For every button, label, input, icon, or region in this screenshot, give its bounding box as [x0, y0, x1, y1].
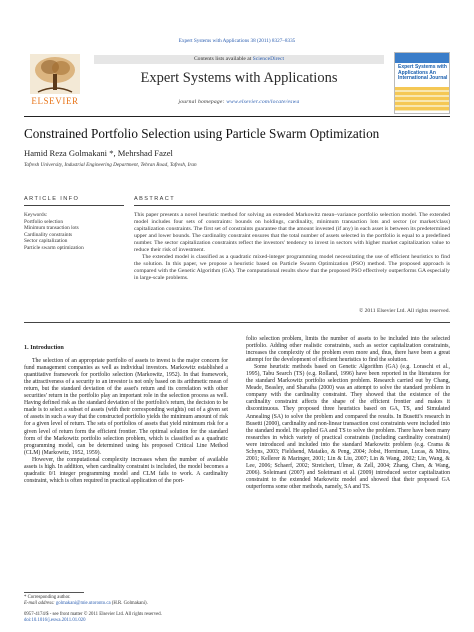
introduction-heading: 1. Introduction [24, 344, 64, 351]
contents-band [94, 55, 384, 64]
author-affiliation: Tafresh University, Industrial Engineering Department, Tehran Road, Tafresh, Iran [24, 162, 197, 168]
section-rule [24, 322, 450, 323]
journal-homepage [94, 99, 384, 108]
info-rule [24, 205, 124, 206]
page-footer [24, 612, 244, 624]
cover-text: Expert Systems with Applications An International Journal [398, 64, 448, 82]
keyword-item: Particle swarm optimization [24, 244, 84, 251]
keywords-label: Keywords: [24, 212, 48, 218]
journal-title: Expert Systems with Applications [140, 70, 338, 86]
intro-paragraph: Some heuristic methods based on Genetic Algorithm (GA) (e.g. Loraschi et al., 1995), Tabu Search (TS) (e.g. Rolland, 1996) have been reported in the literatures for the standard Markowitz portfolio selection problem. Research carried out by Chang, Meade, Beasley, and Sharaiha (2000) was an attempt to solve the standard problem in company with the cardinality constraint. They showed that the existence of the cardinality constraint affects the shape of the efficient frontier and makes it discontinuous. They proposed three heuristics based on GA, TS, and Simulated Annealing (SA) to solve the problem and compared the results. In Busetti's research in Busetti (2000), cardinality and non-linear transaction cost constraints were included into the standard model. He applied GA and TS to solve the problem. There have been many researches in which variety of practical constraints (including cardinality constraint) were introduced and included into the standard Markowitz problem (e.g. Crama & Schyns, 2003; Fieldsend, Matatko, & Peng, 2004; Jobst, Horniman, Lucas, & Mitra, 2001; Kellerer & Maringer, 2001; Lin & Liu, 2007; Lin & Wang, 2002; Lin, Wang, & Lee, 2006; Schaerf, 2002; Streichert, Ulmer, & Zell, 2004; Zhang, Chen, & Wang, 2006). Soleimani (2007) and Soleimani et al. (2009) introduced sector capitalization constraint to the extended Markowitz model and showed that their proposed GA outperforms some other methods, namely, SA and TS. [246, 364, 450, 490]
abstract-paragraph: This paper presents a novel heuristic method for solving an extended Markowitz mean–variance portfolio selection model. The extended model includes four sets of constraints: bounds on holdings, cardinality, minimum transaction lots and sector (or market/class) capitalization constraints. The first set of constraints guarantee that the amount invested (if any) in each asset is between its predetermined upper and lower bounds. The cardinality constraint ensures that the total number of assets selected in the portfolio is equal to a predefined number. The sector capitalization constraints reflect the investors' tendency to invest in sectors with higher market capitalization value to reduce their risk of investment. [134, 212, 450, 254]
right-column [246, 336, 450, 491]
header-rule [24, 116, 450, 117]
homepage-link[interactable]: www.elsevier.com/locate/eswa [226, 99, 300, 105]
left-column [24, 344, 228, 485]
article-authors: Hamid Reza Golmakani *, Mehrshad Fazel [24, 148, 173, 158]
contents-prefix: Contents lists available at [193, 56, 253, 62]
keywords-block [24, 212, 124, 252]
corresponding-author-note: * Corresponding author. [24, 595, 71, 600]
intro-paragraph: The selection of an appropriate portfolio of assets to invest is the major concern for fund management companies as well as individual investors. Markowitz established a quantitative framework for portfolio selection (Markowitz, 1952). In that framework, the attractiveness of a security to an investor is not only based on its arithmetic mean of return, but the standard deviation of the asset's return and its correlation with other securities' return in the portfolio play an important role in the selection process as well. Having defined risk as the standard deviation of the portfolio's return, the decision to be made is to select a subset of assets (with their corresponding weights) out of a given set of assets in such a way that the constructed portfolio yields the minimum amount of risk for a given level of return. The sets of portfolios of assets that yield minimum risk for a given level of return form the efficient frontier. The optimal solution for the standard form of the Markowitz portfolio selection problem, which is classified as a quadratic programming model, can be determined using his proposed Critical Line Method (CLM) (Markowitz, 1952, 1959). [24, 358, 228, 456]
issn-line: 0957-4174/$ - see front matter © 2011 Elsevier Ltd. All rights reserved. [24, 612, 162, 617]
keyword-item: Portfolio selection [24, 218, 63, 225]
journal-header [24, 52, 450, 112]
abstract-heading: ABSTRACT [134, 196, 176, 202]
publisher-name: ELSEVIER [31, 96, 79, 106]
email-suffix: (H.R. Golmakani). [110, 600, 148, 606]
email-link[interactable]: golmakani@mie.utoronto.ca [55, 600, 111, 606]
email-line [24, 601, 244, 607]
abstract-paragraph: The extended model is classified as a quadratic mixed-integer programming model necessitating the use of efficient heuristics to find the solution. In this paper, we propose a heuristic based on Particle Swarm Optimization (PSO) method. The proposed approach is compared with the Genetic Algorithm (GA). The computational results show that the proposed PSO effectively outperforms GA especially in large-scale problems. [134, 254, 450, 282]
email-label: E-mail address: [24, 600, 56, 606]
footnote-rule [24, 592, 84, 593]
keyword-item: Sector capitalization [24, 238, 68, 245]
copyright-notice: © 2011 Elsevier Ltd. All rights reserved. [358, 308, 450, 314]
keyword-item: Cardinality constraints [24, 231, 73, 238]
elsevier-tree-icon [30, 54, 80, 94]
journal-citation: Expert Systems with Applications 38 (2011) 8327–8335 [178, 38, 296, 44]
intro-paragraph: However, the computational complexity increases when the number of available assets is high. In addition, when cardinality constraint is included, the model becomes a quadratic 0/1 integer programming model and CLM fails to work. A cardinality constraint, which is often required in practical application of the port- [24, 456, 228, 484]
keyword-item: Minimum transaction lots [24, 225, 79, 232]
intro-paragraph: folio selection problem, limits the number of assets to be included into the selected portfolio. Adding other realistic constraints, such as sector capitalization constraints, increases the complexity of the problem even more and, thus, there have been a great attempt for the development of efficient heuristics to find the solution. [246, 336, 450, 364]
article-info-heading: ARTICLE INFO [24, 196, 80, 202]
doi-link[interactable]: doi:10.1016/j.eswa.2011.01.020 [24, 617, 86, 623]
elsevier-logo [24, 52, 86, 112]
sciencedirect-link[interactable]: ScienceDirect [252, 56, 285, 62]
abstract-rule [134, 205, 450, 206]
homepage-prefix: journal homepage: [178, 99, 227, 105]
abstract-body [134, 212, 450, 282]
footnote [24, 595, 244, 607]
article-title: Constrained Portfolio Selection using Particle Swarm Optimization [24, 126, 380, 141]
journal-cover-thumbnail [394, 52, 450, 114]
